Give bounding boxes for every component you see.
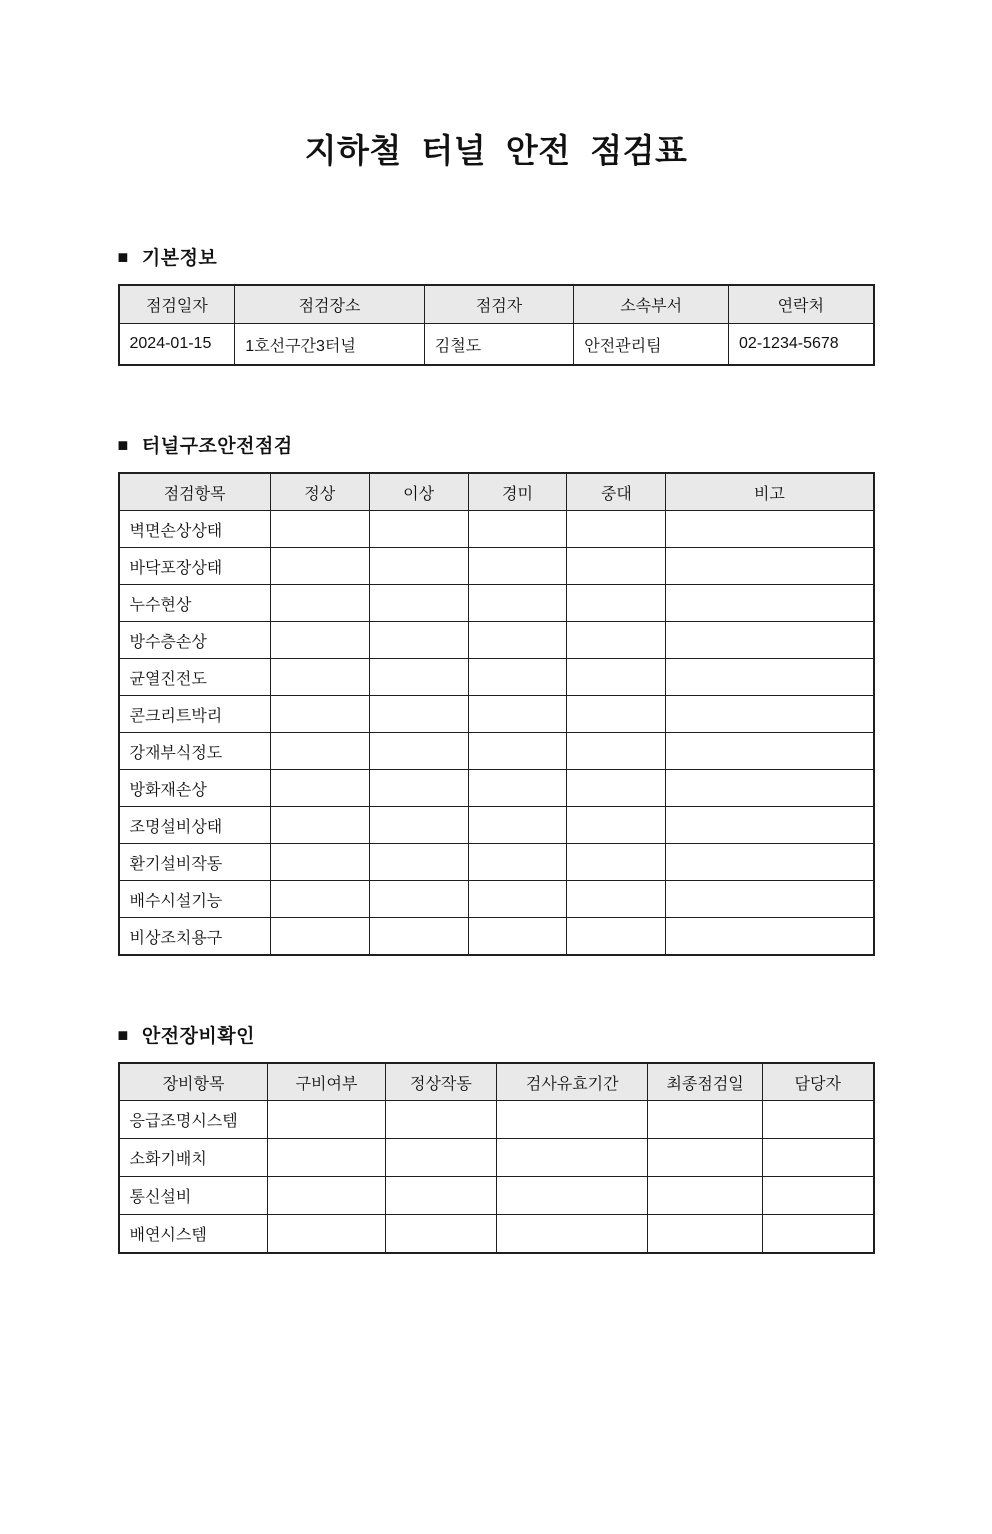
check-cell-normal bbox=[270, 659, 369, 696]
inspector-name-value: 김철도 bbox=[424, 324, 573, 366]
equipment-item-label: 통신설비 bbox=[119, 1177, 268, 1215]
check-cell-minor bbox=[468, 511, 567, 548]
column-header: 담당자 bbox=[762, 1063, 873, 1101]
inspection-location-value: 1호선구간3터널 bbox=[235, 324, 425, 366]
check-cell-abnormal bbox=[369, 585, 468, 622]
equipment-item-label: 배연시스템 bbox=[119, 1215, 268, 1254]
square-bullet-icon: ■ bbox=[117, 246, 129, 267]
equipment-item-label: 소화기배치 bbox=[119, 1139, 268, 1177]
last-check-date-cell bbox=[648, 1139, 763, 1177]
section-heading-equipment-check bbox=[118, 1021, 875, 1048]
check-cell-minor bbox=[468, 733, 567, 770]
column-header: 검사유효기간 bbox=[497, 1063, 648, 1101]
inspection-item-label: 균열진전도 bbox=[119, 659, 271, 696]
structure-header-row bbox=[119, 473, 874, 511]
inspection-item-label: 방화재손상 bbox=[119, 770, 271, 807]
person-in-charge-cell bbox=[762, 1215, 873, 1254]
check-cell-normal bbox=[270, 733, 369, 770]
square-bullet-icon: ■ bbox=[117, 434, 129, 455]
check-cell-abnormal bbox=[369, 548, 468, 585]
column-header: 점검항목 bbox=[119, 473, 271, 511]
check-cell-major bbox=[567, 881, 666, 918]
table-row bbox=[119, 733, 874, 770]
structure-inspection-table bbox=[118, 472, 875, 956]
equipment-header-row bbox=[119, 1063, 874, 1101]
availability-cell bbox=[268, 1139, 385, 1177]
inspection-item-label: 방수층손상 bbox=[119, 622, 271, 659]
table-row bbox=[119, 844, 874, 881]
remarks-cell bbox=[666, 622, 874, 659]
inspection-item-label: 강재부식정도 bbox=[119, 733, 271, 770]
check-cell-normal bbox=[270, 511, 369, 548]
column-header: 점검장소 bbox=[235, 285, 425, 324]
validity-period-cell bbox=[497, 1215, 648, 1254]
table-row bbox=[119, 1177, 874, 1215]
table-row bbox=[119, 1101, 874, 1139]
check-cell-normal bbox=[270, 585, 369, 622]
department-value: 안전관리팀 bbox=[574, 324, 729, 366]
check-cell-major bbox=[567, 844, 666, 881]
check-cell-normal bbox=[270, 881, 369, 918]
section-structure-inspection bbox=[118, 431, 875, 956]
check-cell-major bbox=[567, 770, 666, 807]
check-cell-normal bbox=[270, 918, 369, 956]
working-status-cell bbox=[385, 1215, 497, 1254]
working-status-cell bbox=[385, 1101, 497, 1139]
document-page bbox=[118, 131, 875, 1254]
remarks-cell bbox=[666, 696, 874, 733]
working-status-cell bbox=[385, 1177, 497, 1215]
remarks-cell bbox=[666, 733, 874, 770]
inspection-item-label: 조명설비상태 bbox=[119, 807, 271, 844]
remarks-cell bbox=[666, 918, 874, 956]
inspection-item-label: 바닥포장상태 bbox=[119, 548, 271, 585]
column-header: 비고 bbox=[666, 473, 874, 511]
availability-cell bbox=[268, 1177, 385, 1215]
contact-value: 02-1234-5678 bbox=[729, 324, 874, 366]
check-cell-normal bbox=[270, 807, 369, 844]
equipment-item-label: 응급조명시스템 bbox=[119, 1101, 268, 1139]
check-cell-abnormal bbox=[369, 918, 468, 956]
remarks-cell bbox=[666, 511, 874, 548]
last-check-date-cell bbox=[648, 1215, 763, 1254]
section-heading-label: 기본정보 bbox=[141, 248, 218, 270]
column-header: 구비여부 bbox=[268, 1063, 385, 1101]
table-row bbox=[119, 881, 874, 918]
table-row bbox=[119, 770, 874, 807]
section-heading-label: 터널구조안전점검 bbox=[141, 436, 293, 458]
inspection-date-value: 2024-01-15 bbox=[119, 324, 235, 366]
page-title: 지하철 터널 안전 점검표 bbox=[304, 132, 688, 169]
square-bullet-icon: ■ bbox=[117, 1024, 129, 1045]
check-cell-normal bbox=[270, 622, 369, 659]
column-header: 점검자 bbox=[424, 285, 573, 324]
inspection-item-label: 비상조치용구 bbox=[119, 918, 271, 956]
column-header: 이상 bbox=[369, 473, 468, 511]
table-row bbox=[119, 918, 874, 956]
check-cell-minor bbox=[468, 622, 567, 659]
section-heading-basic-info bbox=[118, 243, 875, 270]
section-equipment-check bbox=[118, 1021, 875, 1254]
check-cell-abnormal bbox=[369, 511, 468, 548]
remarks-cell bbox=[666, 844, 874, 881]
check-cell-normal bbox=[270, 770, 369, 807]
check-cell-major bbox=[567, 511, 666, 548]
check-cell-abnormal bbox=[369, 881, 468, 918]
column-header: 장비항목 bbox=[119, 1063, 268, 1101]
section-basic-info bbox=[118, 243, 875, 366]
table-row bbox=[119, 548, 874, 585]
table-row bbox=[119, 585, 874, 622]
check-cell-major bbox=[567, 696, 666, 733]
availability-cell bbox=[268, 1101, 385, 1139]
section-heading-label: 안전장비확인 bbox=[141, 1026, 255, 1048]
inspection-item-label: 환기설비작동 bbox=[119, 844, 271, 881]
check-cell-abnormal bbox=[369, 770, 468, 807]
table-row bbox=[119, 807, 874, 844]
last-check-date-cell bbox=[648, 1177, 763, 1215]
inspection-item-label: 콘크리트박리 bbox=[119, 696, 271, 733]
column-header: 연락처 bbox=[729, 285, 874, 324]
person-in-charge-cell bbox=[762, 1139, 873, 1177]
basic-info-header-row bbox=[119, 285, 874, 324]
check-cell-abnormal bbox=[369, 807, 468, 844]
check-cell-minor bbox=[468, 807, 567, 844]
check-cell-minor bbox=[468, 770, 567, 807]
remarks-cell bbox=[666, 807, 874, 844]
validity-period-cell bbox=[497, 1101, 648, 1139]
check-cell-major bbox=[567, 548, 666, 585]
check-cell-normal bbox=[270, 548, 369, 585]
basic-info-value-row bbox=[119, 324, 874, 366]
column-header: 정상작동 bbox=[385, 1063, 497, 1101]
check-cell-abnormal bbox=[369, 844, 468, 881]
check-cell-major bbox=[567, 622, 666, 659]
check-cell-major bbox=[567, 733, 666, 770]
table-row bbox=[119, 511, 874, 548]
check-cell-minor bbox=[468, 548, 567, 585]
validity-period-cell bbox=[497, 1177, 648, 1215]
column-header: 정상 bbox=[270, 473, 369, 511]
table-row bbox=[119, 659, 874, 696]
column-header: 경미 bbox=[468, 473, 567, 511]
check-cell-minor bbox=[468, 881, 567, 918]
column-header: 최종점검일 bbox=[648, 1063, 763, 1101]
check-cell-minor bbox=[468, 585, 567, 622]
column-header: 소속부서 bbox=[574, 285, 729, 324]
person-in-charge-cell bbox=[762, 1101, 873, 1139]
check-cell-abnormal bbox=[369, 659, 468, 696]
remarks-cell bbox=[666, 770, 874, 807]
check-cell-normal bbox=[270, 844, 369, 881]
check-cell-abnormal bbox=[369, 622, 468, 659]
check-cell-major bbox=[567, 918, 666, 956]
working-status-cell bbox=[385, 1139, 497, 1177]
check-cell-normal bbox=[270, 696, 369, 733]
availability-cell bbox=[268, 1215, 385, 1254]
validity-period-cell bbox=[497, 1139, 648, 1177]
table-row bbox=[119, 1139, 874, 1177]
inspection-item-label: 배수시설기능 bbox=[119, 881, 271, 918]
remarks-cell bbox=[666, 585, 874, 622]
check-cell-major bbox=[567, 659, 666, 696]
remarks-cell bbox=[666, 659, 874, 696]
equipment-check-table bbox=[118, 1062, 875, 1254]
person-in-charge-cell bbox=[762, 1177, 873, 1215]
inspection-item-label: 벽면손상상태 bbox=[119, 511, 271, 548]
table-row bbox=[119, 1215, 874, 1254]
remarks-cell bbox=[666, 548, 874, 585]
column-header: 중대 bbox=[567, 473, 666, 511]
check-cell-minor bbox=[468, 844, 567, 881]
section-heading-structure-inspection bbox=[118, 431, 875, 458]
check-cell-minor bbox=[468, 659, 567, 696]
basic-info-table bbox=[118, 284, 875, 366]
remarks-cell bbox=[666, 881, 874, 918]
last-check-date-cell bbox=[648, 1101, 763, 1139]
check-cell-minor bbox=[468, 918, 567, 956]
table-row bbox=[119, 622, 874, 659]
table-row bbox=[119, 696, 874, 733]
column-header: 점검일자 bbox=[119, 285, 235, 324]
check-cell-major bbox=[567, 807, 666, 844]
check-cell-abnormal bbox=[369, 696, 468, 733]
inspection-item-label: 누수현상 bbox=[119, 585, 271, 622]
check-cell-minor bbox=[468, 696, 567, 733]
check-cell-abnormal bbox=[369, 733, 468, 770]
check-cell-major bbox=[567, 585, 666, 622]
